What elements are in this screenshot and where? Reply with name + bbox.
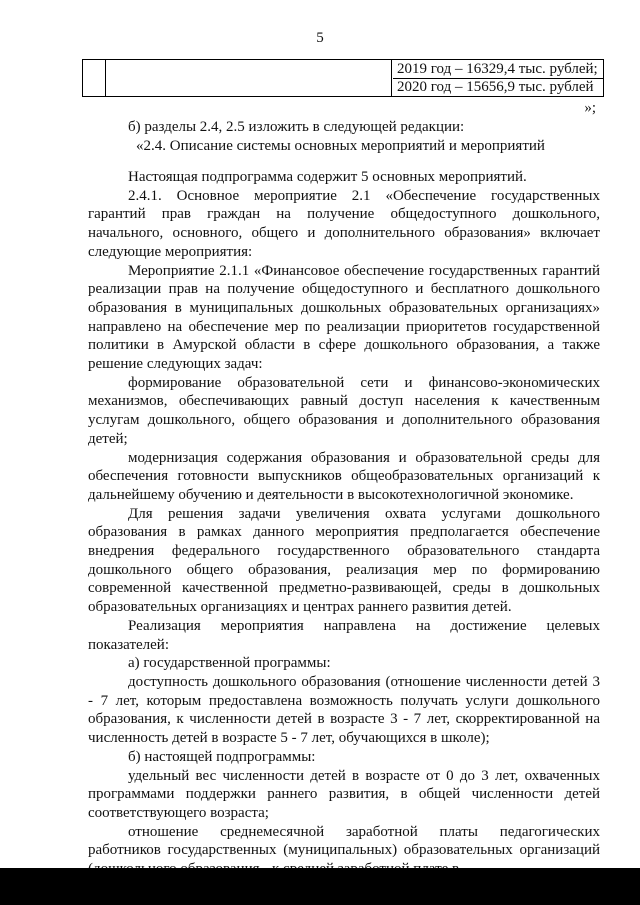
paragraph-subprogram: б) настоящей подпрограммы:: [128, 748, 316, 765]
table-cell-values: [393, 60, 603, 96]
paragraph-state-program: а) государственной программы:: [128, 655, 331, 672]
table-cell-label: [105, 60, 392, 96]
table-value-2019: 2019 год – 16329,4 тыс. рублей;: [397, 61, 598, 77]
paragraph-2-1-1: Мероприятие 2.1.1 «Финансовое обеспечение государственных гарантий реализации прав на получение общедоступного и бесплатного дошкольного образования в муниципальных дошкольных образовательных организациях» направлено на обеспечение мер по реализации приоритетов государственной политики в Амурской области в сфере дошкольного образования, а также решение следующих задач:: [88, 262, 600, 373]
paragraph-2-4-1: 2.4.1. Основное мероприятие 2.1 «Обеспечение государственных гарантий прав граждан на получение общедоступного дошкольного, начального, основного, общего и дополнительного образования» включает следующие мероприятия:: [88, 187, 600, 260]
paragraph-main-events: Настоящая подпрограмма содержит 5 основных мероприятий.: [128, 169, 527, 185]
scan-border-bottom: [0, 868, 640, 905]
closing-quote: »;: [584, 100, 596, 116]
document-body: [88, 168, 600, 879]
table-value-2020: 2020 год – 15656,9 тыс. рублей: [397, 79, 594, 95]
paragraph-sections: б) разделы 2.4, 2.5 изложить в следующей редакции:: [128, 119, 465, 135]
section-heading: «2.4. Описание системы основных мероприятий и мероприятий: [136, 137, 545, 154]
paragraph-network: формирование образовательной сети и финансово-экономических механизмов, обеспечивающих равный доступ населения к качественным услугам дошкольного, общего образования и дополнительного образования детей;: [88, 374, 600, 447]
paragraph-modernization: модернизация содержания образования и образовательной среды для обеспечения готовности выпускников общеобразовательных организаций к дальнейшему обучению и деятельности в высокотехнологичной экономике.: [88, 449, 600, 503]
budget-table: [82, 59, 604, 97]
paragraph-salary-ratio: отношение среднемесячной заработной платы педагогических работников государственных (муниципальных) образовательных организаций: [88, 823, 600, 859]
page-number: 5: [316, 30, 324, 46]
table-cell-number: [83, 60, 106, 96]
paragraph-implementation: Реализация мероприятия направлена на достижение целевых показателей:: [88, 617, 600, 653]
paragraph-accessibility: доступность дошкольного образования (отношение численности детей 3 - 7 лет, которым предоставлена возможность получать услуги дошкольного образования, к численности детей в возрасте 3 - 7 лет, скорректированной на численность детей в возрасте 5 - 7 лет, обучающихся в школе);: [88, 673, 600, 747]
paragraph-early-development: удельный вес численности детей в возрасте от 0 до 3 лет, охваченных программами поддержки раннего развития, в общей численности детей соответствующего возраста;: [88, 767, 600, 821]
section-intro: [88, 118, 600, 155]
paragraph-coverage: Для решения задачи увеличения охвата услугами дошкольного образования в рамках данного мероприятия предполагается обеспечение внедрения федерального государственного образовательного стандарта дошкольного общего образования, реализация мер по формированию современной качественной предметно-развивающей, среды в дошкольных образовательных организациях и центрах раннего развития детей.: [88, 505, 600, 616]
